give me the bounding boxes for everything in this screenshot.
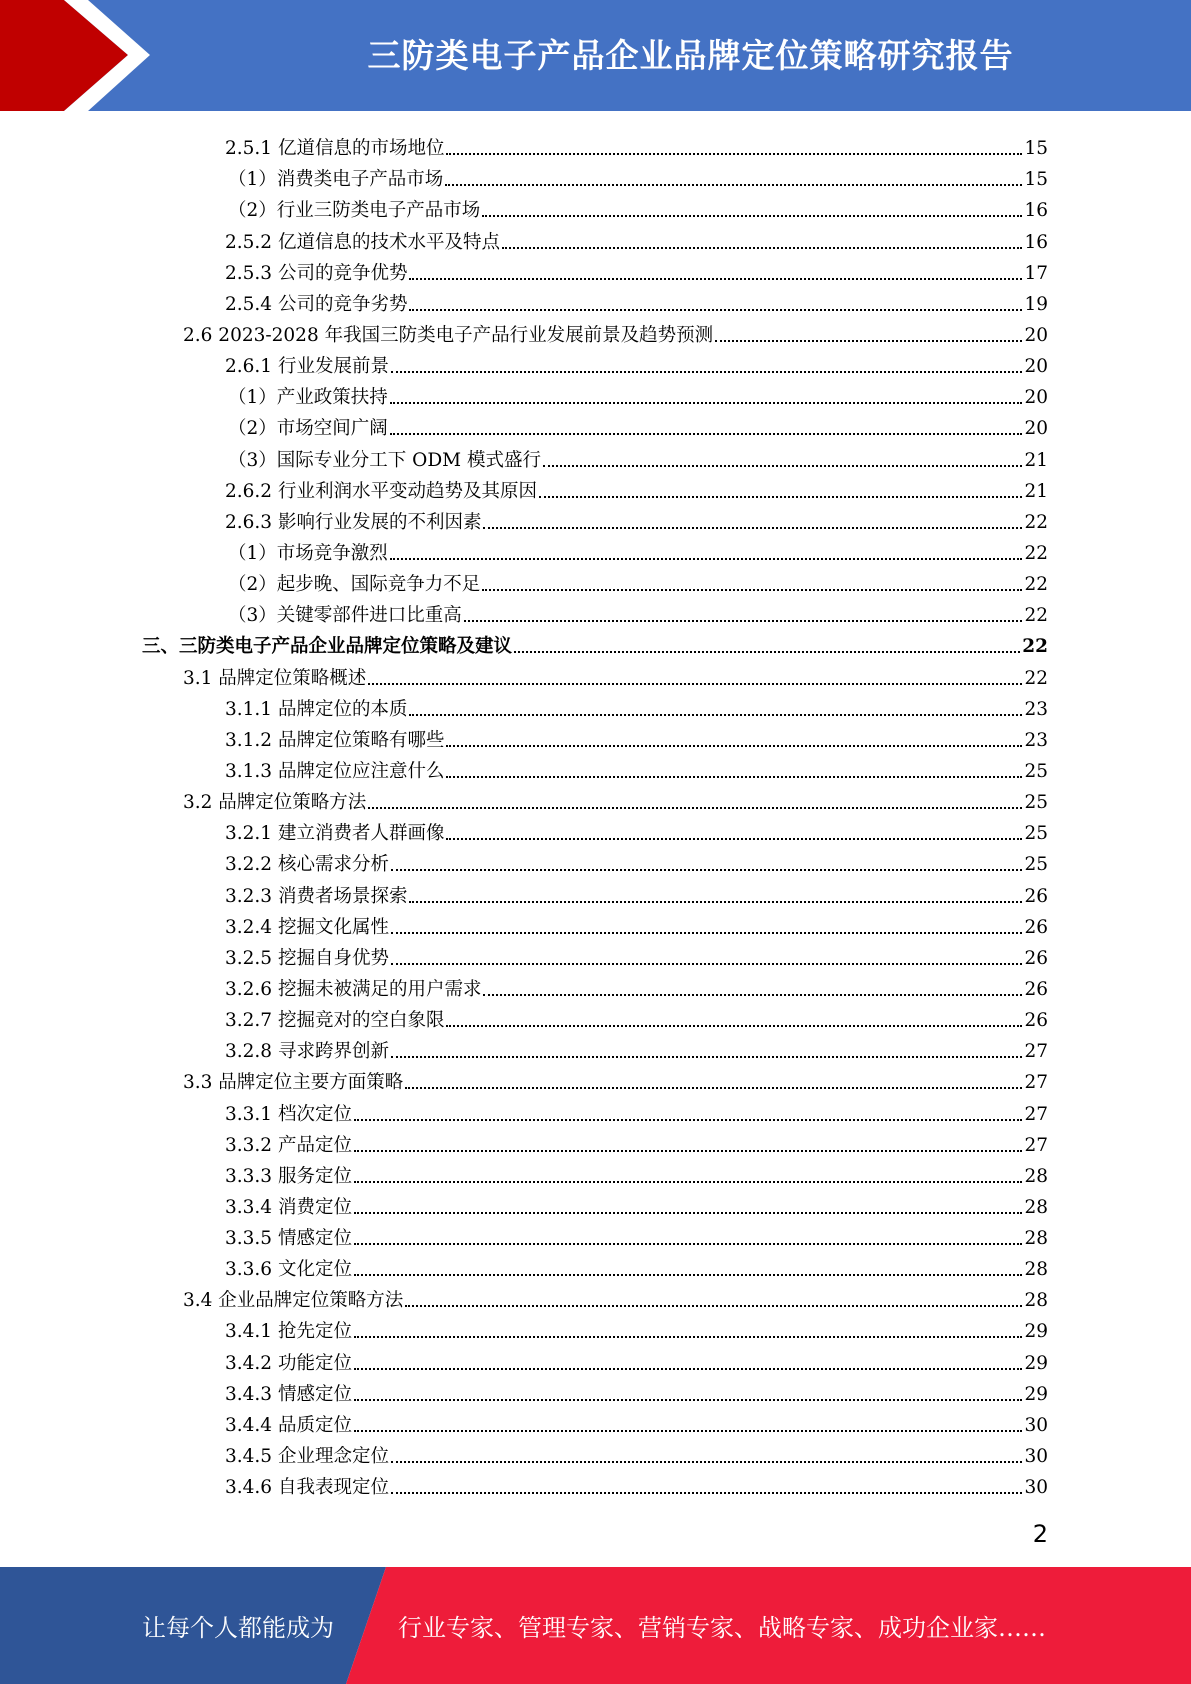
toc-dot-leader [446, 1025, 1022, 1027]
toc-entry[interactable] [0, 971, 1191, 1002]
toc-entry-page: 26 [1024, 916, 1048, 938]
toc-entry[interactable] [0, 317, 1191, 348]
toc-entry[interactable] [0, 348, 1191, 379]
toc-dot-leader [543, 465, 1022, 467]
toc-entry-page: 15 [1024, 138, 1048, 160]
toc-dot-leader [391, 1492, 1022, 1494]
toc-entry[interactable] [0, 1344, 1191, 1375]
toc-entry-page: 20 [1024, 356, 1048, 378]
toc-entry-page: 23 [1024, 729, 1048, 751]
toc-entry-label: 3.2 品牌定位策略方法 [183, 792, 367, 814]
toc-entry-label: 3.4.4 品质定位 [225, 1414, 352, 1436]
toc-entry[interactable] [0, 597, 1191, 628]
toc-entry-label: 3.4.2 功能定位 [225, 1352, 352, 1374]
toc-dot-leader [391, 371, 1022, 373]
footer-slogan-left: 让每个人都能成为 [142, 1614, 334, 1642]
toc-entry[interactable] [0, 535, 1191, 566]
toc-dot-leader [354, 1119, 1023, 1121]
toc-entry[interactable] [0, 504, 1191, 535]
toc-entry-page: 29 [1024, 1321, 1048, 1343]
toc-entry-label: 3.4.3 情感定位 [225, 1383, 352, 1405]
toc-entry[interactable] [0, 628, 1191, 659]
toc-entry-label: 2.6.3 影响行业发展的不利因素 [225, 511, 482, 533]
toc-entry-page: 27 [1024, 1103, 1048, 1125]
toc-entry-label: 3.3.2 产品定位 [225, 1134, 352, 1156]
toc-entry-label: （3）国际专业分工下 ODM 模式盛行 [228, 449, 541, 471]
toc-dot-leader [409, 278, 1022, 280]
toc-dot-leader [354, 1181, 1023, 1183]
toc-entry-page: 28 [1024, 1165, 1048, 1187]
toc-entry[interactable] [0, 130, 1191, 161]
toc-entry-page: 22 [1024, 574, 1048, 596]
toc-entry-page: 28 [1024, 1259, 1048, 1281]
toc-entry-page: 29 [1024, 1383, 1048, 1405]
toc-entry[interactable] [0, 286, 1191, 317]
toc-entry[interactable] [0, 877, 1191, 908]
toc-entry-page: 15 [1024, 169, 1048, 191]
toc-entry[interactable] [0, 1095, 1191, 1126]
toc-entry-page: 20 [1024, 324, 1048, 346]
toc-entry[interactable] [0, 1127, 1191, 1158]
toc-entry-label: （2）起步晚、国际竞争力不足 [228, 574, 481, 596]
toc-entry-label: 3.4.5 企业理念定位 [225, 1446, 389, 1468]
toc-entry-page: 17 [1024, 262, 1048, 284]
header-band [0, 0, 1191, 111]
toc-entry[interactable] [0, 1313, 1191, 1344]
toc-entry-label: 3.2.7 挖掘竞对的空白象限 [225, 1010, 445, 1032]
toc-entry-label: （2）行业三防类电子产品市场 [228, 200, 481, 222]
toc-entry-label: 3.3.5 情感定位 [225, 1228, 352, 1250]
toc-dot-leader [391, 1461, 1022, 1463]
toc-entry[interactable] [0, 1282, 1191, 1313]
toc-entry-page: 26 [1024, 947, 1048, 969]
toc-entry-label: 3.1.3 品牌定位应注意什么 [225, 760, 445, 782]
toc-entry-label: （1）产业政策扶持 [228, 387, 388, 409]
toc-entry-page: 26 [1024, 1010, 1048, 1032]
toc-entry-label: 3.1.2 品牌定位策略有哪些 [225, 729, 445, 751]
toc-entry[interactable] [0, 223, 1191, 254]
toc-dot-leader [354, 1274, 1023, 1276]
toc-entry[interactable] [0, 410, 1191, 441]
toc-entry-label: 3.1.1 品牌定位的本质 [225, 698, 408, 720]
toc-entry-label: 3.4 企业品牌定位策略方法 [183, 1290, 404, 1312]
toc-entry-page: 30 [1024, 1414, 1048, 1436]
toc-dot-leader [539, 496, 1022, 498]
toc-entry[interactable] [0, 441, 1191, 472]
toc-dot-leader [368, 807, 1022, 809]
toc-entry[interactable] [0, 566, 1191, 597]
toc-entry[interactable] [0, 473, 1191, 504]
toc-entry[interactable] [0, 1407, 1191, 1438]
toc-entry-page: 29 [1024, 1352, 1048, 1374]
toc-entry[interactable] [0, 784, 1191, 815]
toc-entry-page: 16 [1024, 231, 1048, 253]
toc-dot-leader [391, 869, 1022, 871]
toc-entry-label: 3.2.1 建立消费者人群画像 [225, 823, 445, 845]
footer-slogan-right: 行业专家、管理专家、营销专家、战略专家、成功企业家…… [398, 1614, 1046, 1642]
toc-entry-label: （2）市场空间广阔 [228, 418, 388, 440]
toc-entry-page: 16 [1024, 200, 1048, 222]
toc-entry[interactable] [0, 1251, 1191, 1282]
toc-entry-label: 3.2.5 挖掘自身优势 [225, 947, 389, 969]
toc-entry[interactable] [0, 1189, 1191, 1220]
toc-dot-leader [483, 527, 1022, 529]
toc-entry[interactable] [0, 722, 1191, 753]
toc-entry-label: 3.2.4 挖掘文化属性 [225, 916, 389, 938]
toc-dot-leader [354, 1368, 1023, 1370]
toc-entry-page: 25 [1024, 823, 1048, 845]
toc-entry-label: 3.2.3 消费者场景探索 [225, 885, 408, 907]
toc-entry-label: 3.3.3 服务定位 [225, 1165, 352, 1187]
toc-entry[interactable] [0, 1469, 1191, 1500]
toc-entry-label: （3）关键零部件进口比重高 [228, 605, 462, 627]
table-of-contents [0, 130, 1191, 1500]
toc-entry-page: 28 [1024, 1228, 1048, 1250]
toc-entry[interactable] [0, 1158, 1191, 1189]
toc-entry-page: 30 [1024, 1477, 1048, 1499]
toc-entry-page: 27 [1024, 1041, 1048, 1063]
toc-entry[interactable] [0, 846, 1191, 877]
toc-dot-leader [405, 1305, 1022, 1307]
toc-entry[interactable] [0, 1064, 1191, 1095]
toc-entry-page: 28 [1024, 1290, 1048, 1312]
document-title: 三防类电子产品企业品牌定位策略研究报告 [367, 35, 1014, 75]
toc-dot-leader [391, 963, 1022, 965]
toc-entry-page: 20 [1024, 387, 1048, 409]
toc-entry-page: 27 [1024, 1134, 1048, 1156]
toc-entry-label: 3.1 品牌定位策略概述 [183, 667, 367, 689]
toc-entry[interactable] [0, 909, 1191, 940]
toc-entry[interactable] [0, 192, 1191, 223]
toc-dot-leader [354, 1336, 1023, 1338]
toc-entry-label: 2.5.3 公司的竞争优势 [225, 262, 408, 284]
toc-entry-label: 2.5.4 公司的竞争劣势 [225, 293, 408, 315]
toc-dot-leader [409, 714, 1022, 716]
toc-entry-page: 30 [1024, 1446, 1048, 1468]
toc-entry[interactable] [0, 940, 1191, 971]
toc-dot-leader [502, 247, 1022, 249]
toc-entry-page: 22 [1024, 542, 1048, 564]
toc-dot-leader [390, 433, 1023, 435]
toc-entry-label: 3.3.6 文化定位 [225, 1259, 352, 1281]
toc-entry-page: 28 [1024, 1196, 1048, 1218]
toc-entry-label: 三、三防类电子产品企业品牌定位策略及建议 [142, 636, 513, 658]
toc-dot-leader [354, 1399, 1023, 1401]
toc-entry[interactable] [0, 255, 1191, 286]
toc-dot-leader [368, 683, 1022, 685]
toc-entry-page: 19 [1024, 293, 1048, 315]
toc-entry-page: 23 [1024, 698, 1048, 720]
header-chevron-graphic [0, 0, 160, 111]
toc-entry-label: 3.3.1 档次定位 [225, 1103, 352, 1125]
toc-entry-label: 3.3.4 消费定位 [225, 1196, 352, 1218]
toc-entry[interactable] [0, 815, 1191, 846]
toc-entry-label: 3.2.2 核心需求分析 [225, 854, 389, 876]
toc-entry[interactable] [0, 1376, 1191, 1407]
toc-entry-label: 2.6.1 行业发展前景 [225, 356, 389, 378]
toc-dot-leader [354, 1212, 1023, 1214]
toc-entry[interactable] [0, 1438, 1191, 1469]
toc-entry-page: 27 [1024, 1072, 1048, 1094]
toc-entry-label: 2.6 2023-2028 年我国三防类电子产品行业发展前景及趋势预测 [183, 324, 714, 346]
toc-entry-label: 3.4.1 抢先定位 [225, 1321, 352, 1343]
toc-dot-leader [354, 1430, 1023, 1432]
toc-dot-leader [390, 402, 1023, 404]
toc-dot-leader [390, 558, 1023, 560]
toc-dot-leader [405, 1087, 1022, 1089]
toc-entry-label: 3.4.6 自我表现定位 [225, 1477, 389, 1499]
toc-entry[interactable] [0, 753, 1191, 784]
toc-entry-page: 22 [1022, 636, 1048, 658]
toc-dot-leader [446, 745, 1022, 747]
toc-entry-label: 2.5.2 亿道信息的技术水平及特点 [225, 231, 500, 253]
toc-entry[interactable] [0, 1220, 1191, 1251]
toc-entry[interactable] [0, 691, 1191, 722]
toc-entry-page: 21 [1024, 480, 1048, 502]
toc-entry-label: 3.2.8 寻求跨界创新 [225, 1041, 389, 1063]
toc-dot-leader [354, 1243, 1023, 1245]
toc-dot-leader [483, 994, 1022, 996]
toc-dot-leader [446, 838, 1022, 840]
toc-entry-page: 22 [1024, 667, 1048, 689]
toc-entry-label: 3.2.6 挖掘未被满足的用户需求 [225, 978, 482, 1000]
toc-dot-leader [391, 932, 1022, 934]
toc-entry-page: 22 [1024, 511, 1048, 533]
footer-band [0, 1567, 1191, 1684]
toc-dot-leader [464, 620, 1023, 622]
toc-dot-leader [409, 901, 1022, 903]
toc-entry-label: 2.6.2 行业利润水平变动趋势及其原因 [225, 480, 537, 502]
toc-entry[interactable] [0, 1002, 1191, 1033]
toc-entry-page: 25 [1024, 792, 1048, 814]
toc-dot-leader [446, 153, 1022, 155]
toc-entry-page: 26 [1024, 978, 1048, 1000]
toc-dot-leader [482, 589, 1022, 591]
toc-entry[interactable] [0, 379, 1191, 410]
toc-dot-leader [514, 651, 1020, 653]
toc-entry[interactable] [0, 1033, 1191, 1064]
toc-entry[interactable] [0, 659, 1191, 690]
toc-dot-leader [715, 340, 1022, 342]
toc-dot-leader [409, 309, 1022, 311]
toc-entry[interactable] [0, 161, 1191, 192]
toc-entry-label: （1）消费类电子产品市场 [228, 169, 444, 191]
toc-entry-page: 20 [1024, 418, 1048, 440]
page-number: 2 [1032, 1520, 1048, 1548]
toc-entry-label: 2.5.1 亿道信息的市场地位 [225, 138, 445, 160]
toc-entry-page: 21 [1024, 449, 1048, 471]
toc-entry-label: （1）市场竞争激烈 [228, 542, 388, 564]
toc-entry-label: 3.3 品牌定位主要方面策略 [183, 1072, 404, 1094]
toc-dot-leader [445, 184, 1022, 186]
toc-entry-page: 25 [1024, 854, 1048, 876]
toc-dot-leader [482, 215, 1022, 217]
toc-dot-leader [354, 1150, 1023, 1152]
toc-entry-page: 26 [1024, 885, 1048, 907]
toc-dot-leader [446, 776, 1022, 778]
toc-dot-leader [391, 1056, 1022, 1058]
toc-entry-page: 22 [1024, 605, 1048, 627]
toc-entry-page: 25 [1024, 760, 1048, 782]
